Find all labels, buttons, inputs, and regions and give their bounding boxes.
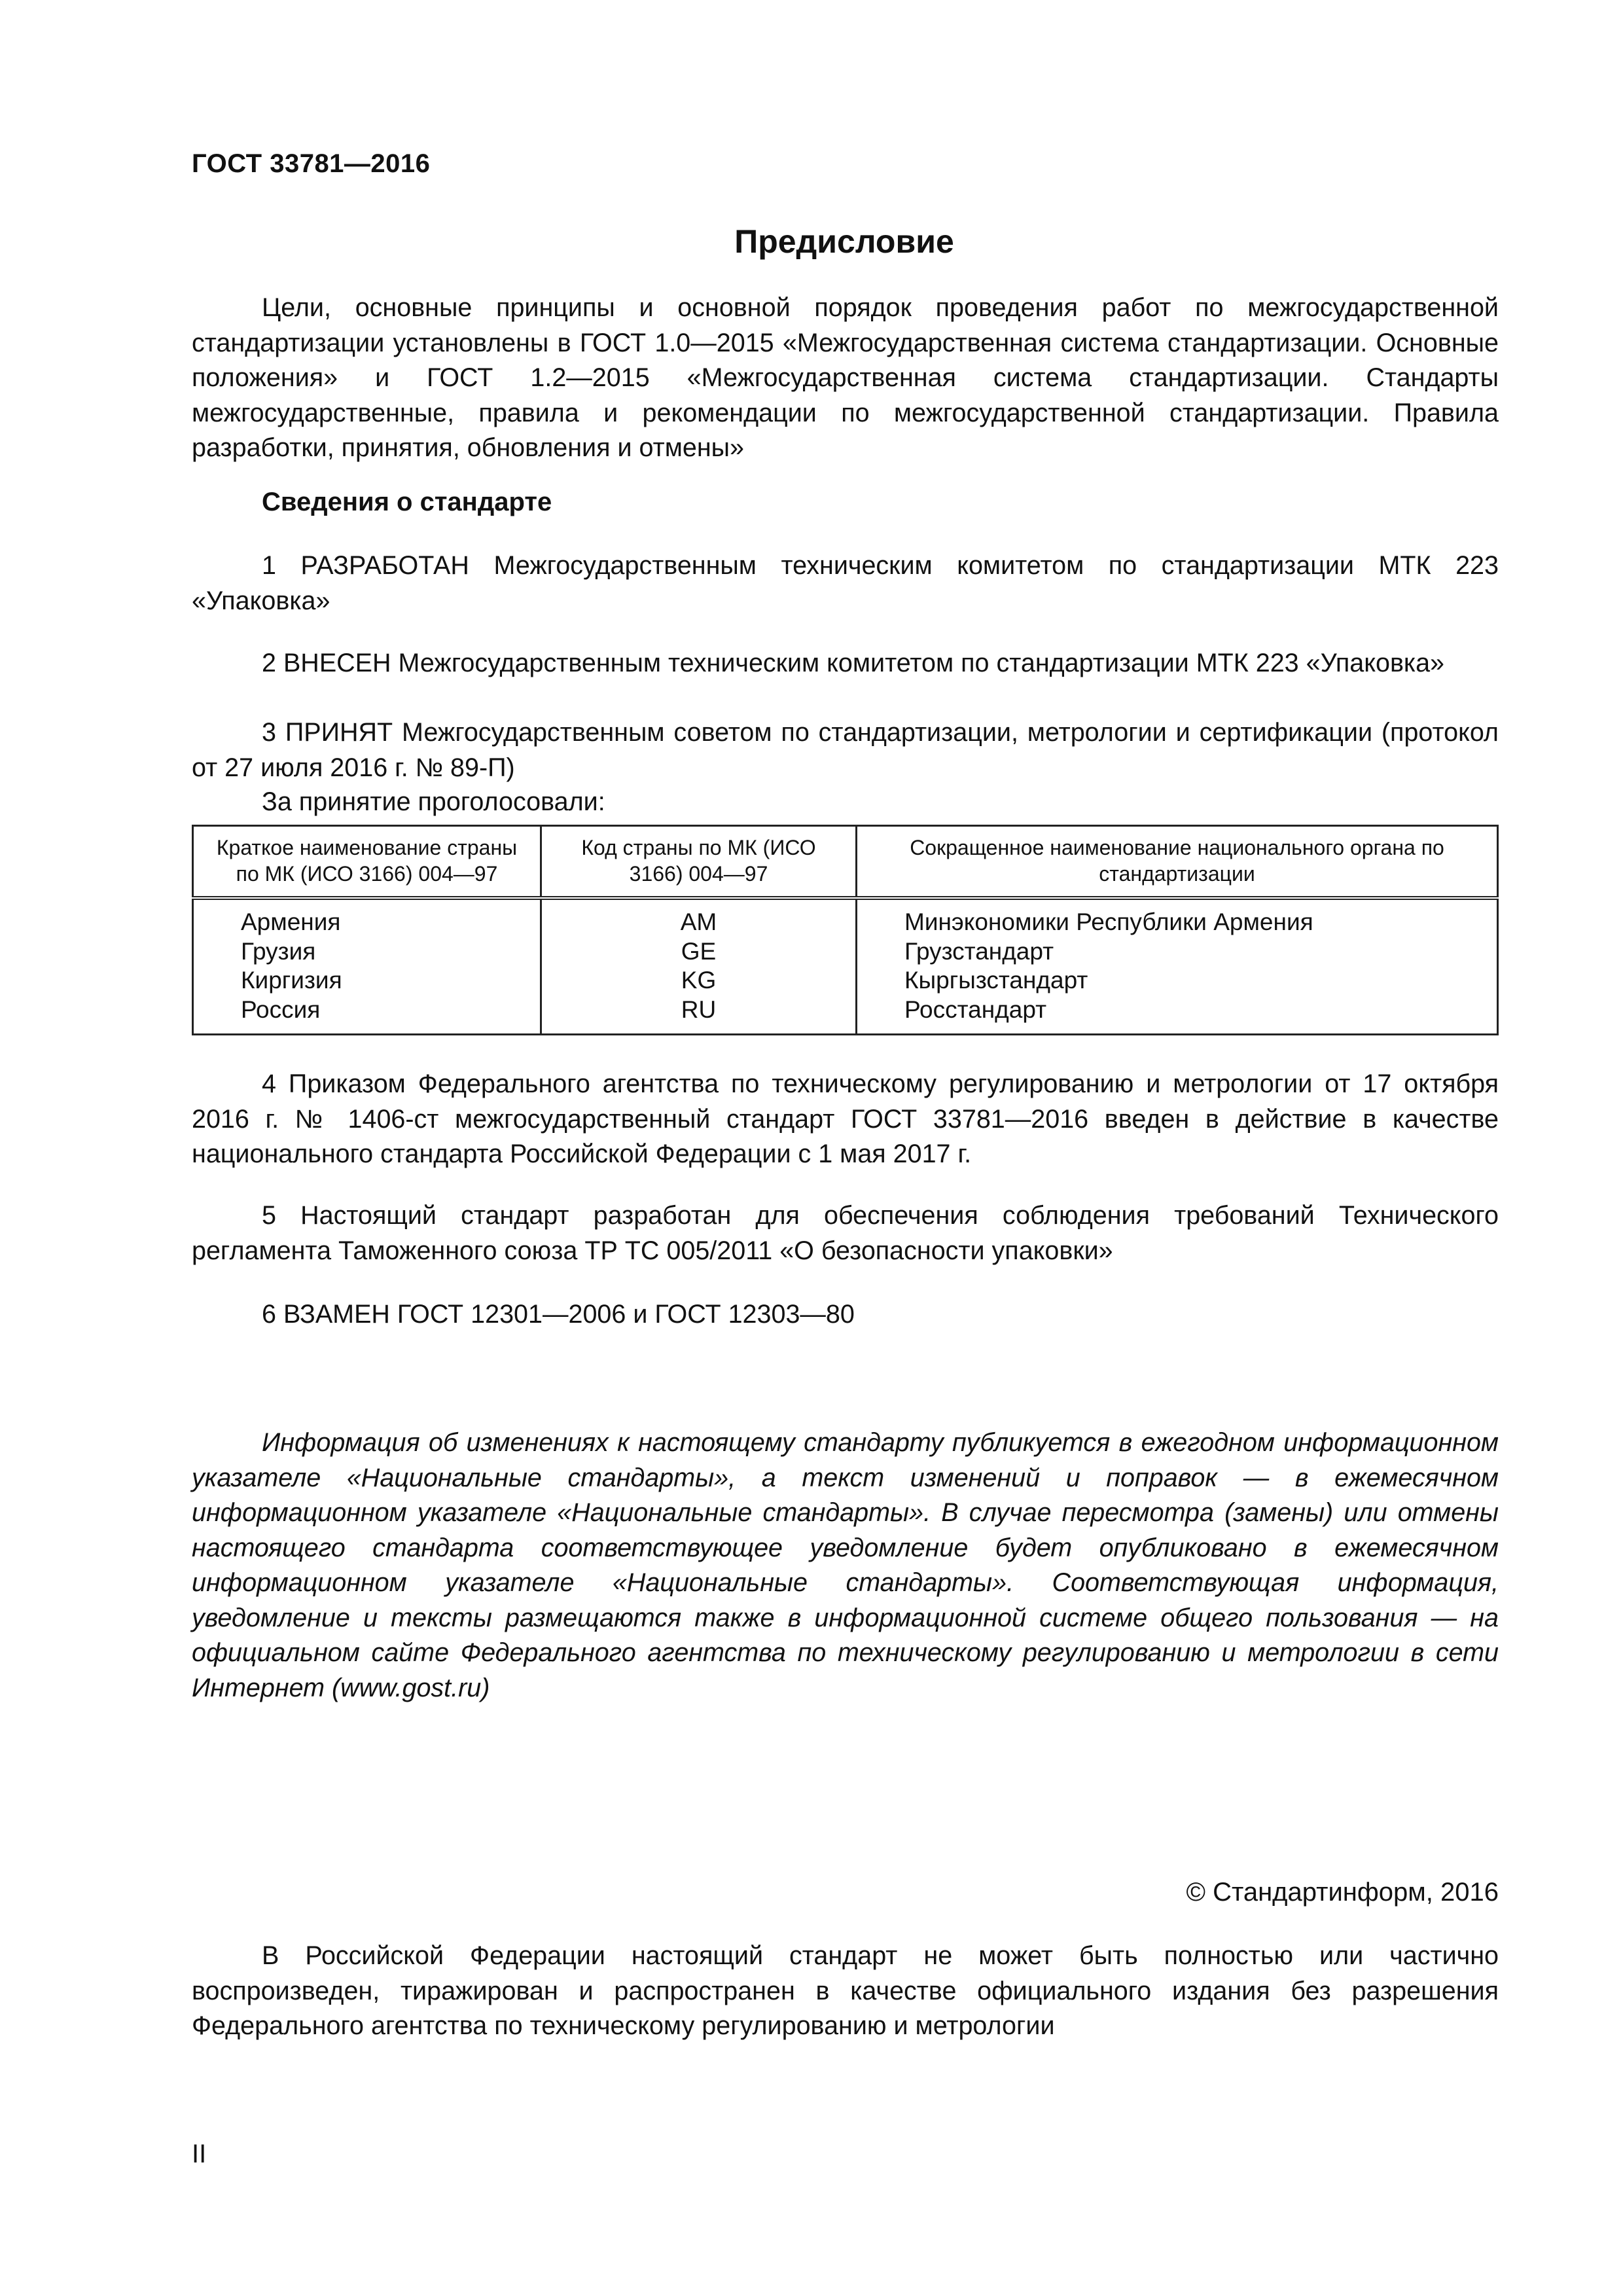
item-4-order: 4 Приказом Федерального агентства по техническому регулированию и метрологии от 17 октября 2016 г. № 1406-ст межгосударственный стандарт ГОСТ 33781—2016 введен в действие в качестве национального стандарта Российской Федерации с 1 мая 2017 г. [192, 1069, 1499, 1168]
national-body-cell: Минэкономики Республики Армения [857, 898, 1498, 937]
copyright-line: © Стандартинформ, 2016 [1186, 1878, 1499, 1907]
country-name-cell: Киргизия [193, 966, 541, 996]
national-body-cell: Грузстандарт [857, 937, 1498, 967]
table-row [193, 937, 1498, 967]
item-2-submitted: 2 ВНЕСЕН Межгосударственным техническим комитетом по стандартизации МТК 223 «Упаковка» [262, 649, 1445, 677]
national-body-cell: Кыргызстандарт [857, 966, 1498, 996]
item-6-replaces: 6 ВЗАМЕН ГОСТ 12301—2006 и ГОСТ 12303—80 [262, 1300, 855, 1329]
table-row [193, 966, 1498, 996]
header-national-body: Сокращенное наименование национального органа по стандартизации [857, 826, 1498, 899]
country-code-cell: AM [541, 898, 857, 937]
voted-label: За принятие проголосовали: [262, 787, 605, 816]
country-name-cell: Армения [193, 898, 541, 937]
item-1-developed: 1 РАЗРАБОТАН Межгосударственным техническим комитетом по стандартизации МТК 223 «Упаковка» [192, 551, 1499, 615]
info-heading: Сведения о стандарте [262, 488, 552, 516]
changes-notice: Информация об изменениях к настоящему стандарту публикуется в ежегодном информационном указателе «Национальные стандарты», а текст изменений и поправок — в ежемесячном информационном указателе «Национальные стандарты». В случае пересмотра (замены) или отмены настоящего стандарта соответствующее уведомление будет опубликовано в ежемесячном информационном указателе «Национальные стандарты». Соответствующая информация, уведомление и тексты размещаются также в информационной системе общего пользования — на официальном сайте Федерального агентства по техническому регулированию и метрологии в сети Интернет (www.gost.ru) [192, 1428, 1499, 1702]
national-body-cell: Росстандарт [857, 996, 1498, 1035]
table-row [193, 898, 1498, 937]
header-country-name: Краткое наименование страны по МК (ИСО 3166) 004—97 [193, 826, 541, 899]
country-code-cell: RU [541, 996, 857, 1035]
rights-paragraph: В Российской Федерации настоящий стандарт не может быть полностью или частично воспроизведен, тиражирован и распространен в качестве официального издания без разрешения Федерального агентства по техническому регулированию и метрологии [192, 1941, 1499, 2040]
document-code-header: ГОСТ 33781—2016 [192, 149, 431, 178]
voting-countries-table [192, 825, 1499, 1035]
country-code-cell: GE [541, 937, 857, 967]
item-5-purpose: 5 Настоящий стандарт разработан для обеспечения соблюдения требований Технического регламента Таможенного союза ТР ТС 005/2011 «О безопасности упаковки» [192, 1201, 1499, 1265]
header-country-code: Код страны по МК (ИСО 3166) 004—97 [541, 826, 857, 899]
table-row [193, 996, 1498, 1035]
country-name-cell: Россия [193, 996, 541, 1035]
country-code-cell: KG [541, 966, 857, 996]
table-header-row [193, 826, 1498, 899]
item-3-adopted: 3 ПРИНЯТ Межгосударственным советом по стандартизации, метрологии и сертификации (протокол от 27 июля 2016 г. № 89-П) [192, 718, 1499, 782]
country-name-cell: Грузия [193, 937, 541, 967]
page-number: II [192, 2140, 207, 2168]
intro-paragraph: Цели, основные принципы и основной порядок проведения работ по межгосударственной стандартизации установлены в ГОСТ 1.0—2015 «Межгосударственная система стандартизации. Основные положения» и ГОСТ 1.2—2015 «Межгосударственная система стандартизации. Стандарты межгосударственные, правила и рекомендации по межгосударственной стандартизации. Правила разработки, принятия, обновления и отмены» [192, 293, 1499, 462]
page-title: Предисловие [734, 223, 954, 260]
